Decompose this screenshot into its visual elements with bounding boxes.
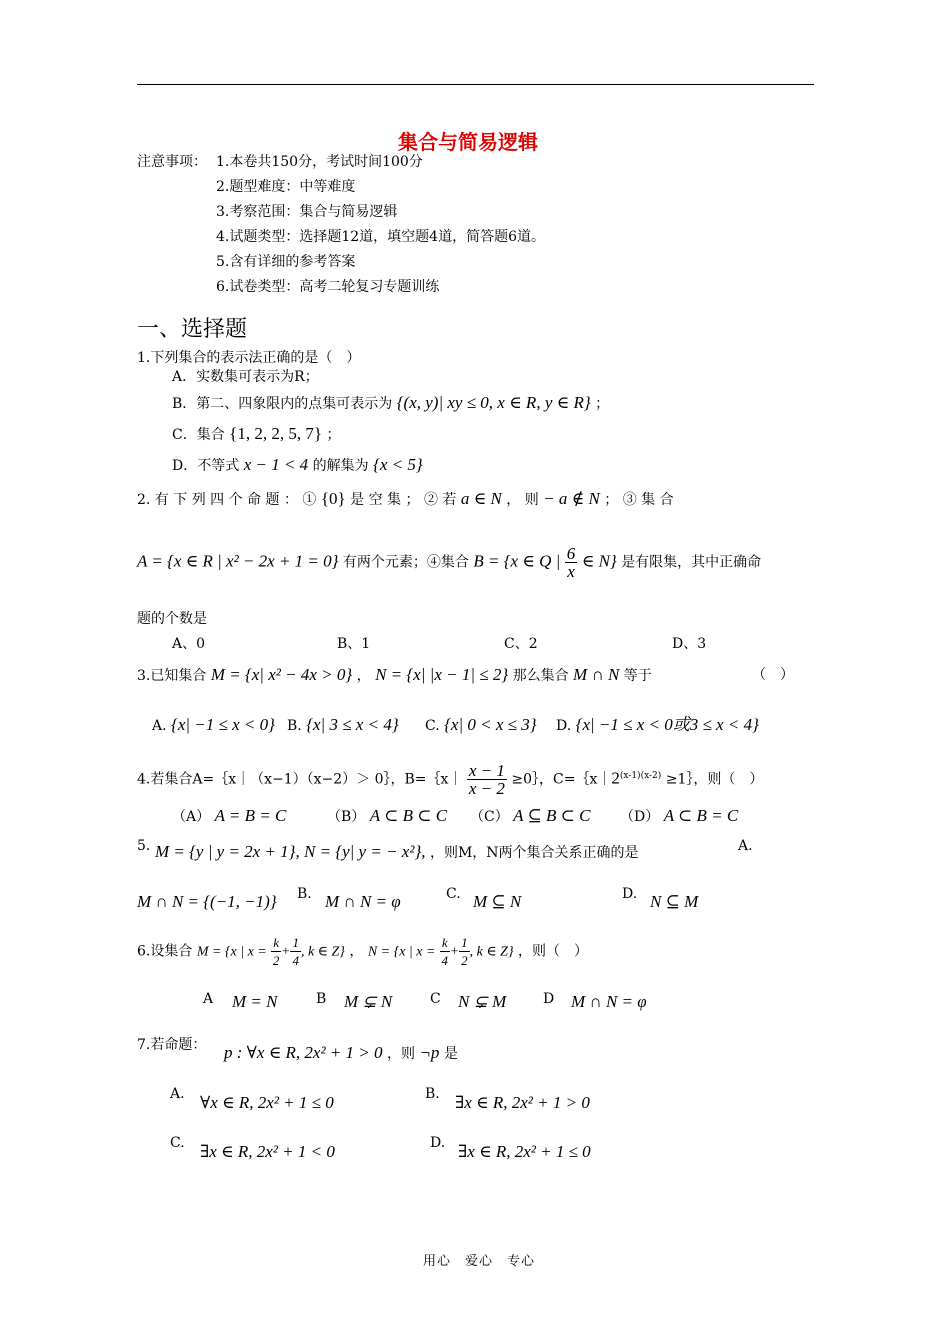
section-heading: 一、选择题 [137,317,248,342]
q6-option-c-math: N ⊊ M [458,992,507,1011]
q3-option-c-label: C. [425,718,440,734]
q6-stem-a: 6.设集合 [137,943,193,960]
q4-option-a [172,807,286,826]
q7-stem-c: 是 [443,1046,458,1062]
q3-option-a-label: A. [152,718,167,734]
q5-option-a-math [137,893,277,912]
q2-line1 [137,490,674,509]
q5-option-c [473,893,521,912]
q6-n-post: , k ∈ Z} [469,944,514,960]
q2-set-b-post: ∈ N} [581,551,617,571]
q3-option-d [556,716,759,735]
q3-stem-a: 3.已知集合 [137,668,207,684]
q6-option-b-math: M ⊊ N [344,992,393,1011]
q6-stem-b: ，则（ ） [518,943,589,960]
q2-fraction [565,545,578,580]
q2-line1-c: ， 则 [506,492,539,508]
q6-n-frac1-num: k [441,935,448,950]
q1-option-d-text: D．不等式 [172,458,240,474]
q6-m-frac1 [271,934,281,969]
note-item: 4.试题类型：选择题12道，填空题4道，简答题6道。 [216,229,545,245]
q1-option-b-math: {(x, y)| xy ≤ 0, x ∈ R, y ∈ R} [396,393,591,412]
q6-comma: ， [349,943,364,960]
q7-prop-math: p : ∀x ∈ R, 2x² + 1 > 0 [224,1043,383,1062]
q2-line2 [137,545,761,580]
q6-option-c [458,993,506,1012]
q2-fraction-den: x [567,562,575,581]
q4-option-b-label: （B） [327,809,366,825]
q2-empty-set: {0} [320,489,346,508]
q2-option-b: B、1 [337,636,371,652]
q7-option-d [458,1143,591,1162]
q1-option-d-math2: {x < 5} [373,455,423,474]
q1-option-d [172,456,423,475]
q6-m-frac1-num: k [273,935,279,950]
q4-option-b [327,807,447,826]
q2-option-d: D、3 [672,636,707,652]
q5-option-d [650,893,698,912]
q3-stem [137,666,652,685]
q3-option-d-label: D. [556,718,572,734]
q4-option-c-math: A ⊆ B ⊂ C [513,806,591,825]
q7-option-a-math: ∀x ∈ R, 2x² + 1 ≤ 0 [200,1093,334,1112]
q6-n-plus: + [449,944,460,960]
q7-option-b [455,1094,590,1113]
q7-option-c-label: C. [170,1135,185,1151]
q4-option-b-math: A ⊂ B ⊂ C [369,806,448,825]
q3-option-c [425,716,537,735]
q5-option-a-label: A. [738,838,753,854]
q6-option-b-label: B [316,991,327,1007]
q4-option-a-label: （A） [172,809,211,825]
q6-stem [137,934,588,969]
q5-option-b-math: M ∩ N = φ [325,892,401,911]
q2-set-b-pre: B = {x ∈ Q | [473,551,561,571]
q1-option-c-math: {1, 2, 2, 5, 7} [229,424,322,443]
q7-option-c-math: ∃x ∈ R, 2x² + 1 < 0 [200,1142,335,1161]
q4-stem-b: ≥0｝，C=｛x｜ [511,771,612,788]
q2-line2-a: 有两个元素；④集合 [342,554,469,571]
q7-option-c [200,1143,335,1162]
note-item: 2.题型难度：中等难度 [216,179,356,195]
q7-option-d-label: D. [430,1135,446,1151]
page-footer: 用心 爱心 专心 [423,1254,536,1269]
q6-m-frac2-num: 1 [292,935,299,950]
q5-option-d-math: N ⊆ M [650,892,699,911]
q3-option-b-math: {x| 3 ≤ x < 4} [306,715,399,734]
q6-option-a-math: M = N [232,992,278,1011]
q3-option-a [152,716,275,735]
q7-stem-b: ，则 [386,1046,415,1062]
q6-n-frac1-den: 4 [441,953,449,968]
q7-option-a [200,1094,334,1113]
q3-option-c-math: {x| 0 < x ≤ 3} [444,715,537,734]
q3-set-n: N = {x| |x − 1| ≤ 2} [375,665,509,684]
q2-math1: a ∈ N [460,489,502,508]
q7-option-d-math: ∃x ∈ R, 2x² + 1 ≤ 0 [458,1142,591,1161]
q1-stem: 1.下列集合的表示法正确的是（ ） [137,350,361,366]
q2-line1-d: ； ③ 集 合 [604,492,674,508]
q6-n-frac1 [440,934,450,969]
q6-option-a-label: A [203,991,214,1007]
page-title: 集合与简易逻辑 [398,130,538,154]
q4-option-c-label: （C） [470,809,509,825]
q2-line2-b: 是有限集，其中正确命 [621,554,762,571]
q7-option-a-label: A. [170,1086,185,1102]
q3-comma: ， [356,668,371,684]
q7-option-b-math: ∃x ∈ R, 2x² + 1 > 0 [455,1093,590,1112]
q4-option-c [470,807,590,826]
q5-stem: ，则M，N两个集合关系正确的是 [429,845,639,861]
q7-stem [137,1036,206,1054]
q5-line [155,843,639,862]
q4-stem-c: ≥1｝，则（ ） [665,771,764,788]
q6-option-d [571,993,647,1012]
q3-option-b [287,716,399,735]
q5-option-d-label: D. [622,886,638,902]
q5-option-c-math: M ⊆ N [473,892,522,911]
q4-stem [137,762,763,797]
q6-n-frac2 [459,934,470,969]
q4-base: 2 [611,768,620,788]
q3-option-a-math: {x| −1 ≤ x < 0} [171,715,275,734]
note-item: 3.考察范围：集合与简易逻辑 [216,204,398,220]
note-item: 1.本卷共150分，考试时间100分 [216,154,423,170]
q6-option-d-math: M ∩ N = φ [571,992,647,1011]
q2-line1-b: 是 空 集 ； ② 若 [350,492,457,508]
q2-line3: 题的个数是 [137,611,207,627]
q6-n-pre: N = {x | x = [367,944,436,960]
q2-option-a: A、0 [172,636,206,652]
q6-option-c-label: C [430,991,441,1007]
q6-option-a [232,993,277,1012]
q6-option-d-label: D [543,991,555,1007]
q7-option-b-label: B. [425,1086,440,1102]
q2-option-c: C、2 [504,636,538,652]
q6-option-b [344,993,392,1012]
q3-option-b-label: B. [287,718,302,734]
q5-option-b [325,893,401,912]
q7-stem-a: 7.若命题： [137,1037,207,1053]
q6-n-frac2-den: 2 [461,953,468,968]
q7-prop [224,1044,458,1063]
q5-option-a-expr: M ∩ N = {(−1, −1)} [137,892,277,911]
q4-exponent: (x-1)(x-2) [619,770,662,781]
q3-stem-c: 等于 [623,668,652,684]
q1-option-c-text: C．集合 [172,427,225,443]
q4-option-d [620,807,738,826]
q1-option-d-math1: x − 1 < 4 [243,455,309,474]
q4-option-d-math: A ⊂ B = C [663,806,739,825]
q5-option-c-label: C. [446,886,461,902]
q4-fraction [467,762,507,797]
q3-intersection: M ∩ N [573,665,620,684]
notes-label: 注意事项： [137,154,207,170]
q6-n-frac2-num: 1 [461,935,468,950]
q1-option-b [172,394,609,413]
q3-set-m: M = {x| x² − 4x > 0} [210,665,353,684]
q6-m-plus: + [280,944,291,960]
q1-option-c-end: ； [326,427,341,443]
q1-option-d-mid: 的解集为 [312,458,369,474]
q4-stem-a: 4.若集合A=｛x｜（x−1）（x−2）＞ 0｝，B=｛x｜ [137,771,463,788]
q2-set-a: A = {x ∈ R | x² − 2x + 1 = 0} [137,551,339,571]
q2-fraction-num: 6 [566,544,576,563]
q5-math: M = {y | y = 2x + 1}, N = {y| y = − x²}, [155,842,426,861]
q3-option-d-math: {x| −1 ≤ x < 0或3 ≤ x < 4} [575,715,759,734]
q4-option-d-label: （D） [620,809,660,825]
q6-m-frac1-den: 2 [272,953,280,968]
q2-math2: − a ∉ N [543,489,600,508]
q4-fraction-den: x − 2 [468,779,505,798]
note-item: 5.含有详细的参考答案 [216,254,356,270]
q6-m-pre: M = {x | x = [196,944,267,960]
q6-m-post: , k ∈ Z} [300,944,345,960]
q1-option-a: A．实数集可表示为R； [172,369,319,385]
note-item: 6.试卷类型：高考二轮复习专题训练 [216,279,440,295]
q5-num: 5. [137,838,151,854]
q1-option-c [172,425,340,444]
q7-notp: ¬p [419,1043,440,1062]
q3-stem-b: 那么集合 [512,668,569,684]
q1-option-b-end: ； [595,396,610,412]
q1-option-b-text: B．第二、四象限内的点集可表示为 [172,396,393,412]
q4-fraction-num: x − 1 [468,761,505,780]
q6-m-frac2 [290,934,301,969]
header-rule [137,84,814,85]
q3-paren: （ ） [752,667,794,683]
q5-option-b-label: B. [297,886,312,902]
q4-option-a-math: A = B = C [214,806,287,825]
q6-m-frac2-den: 4 [292,953,299,968]
q2-line1-a: 2. 有 下 列 四 个 命 题 ： ① [137,492,317,508]
